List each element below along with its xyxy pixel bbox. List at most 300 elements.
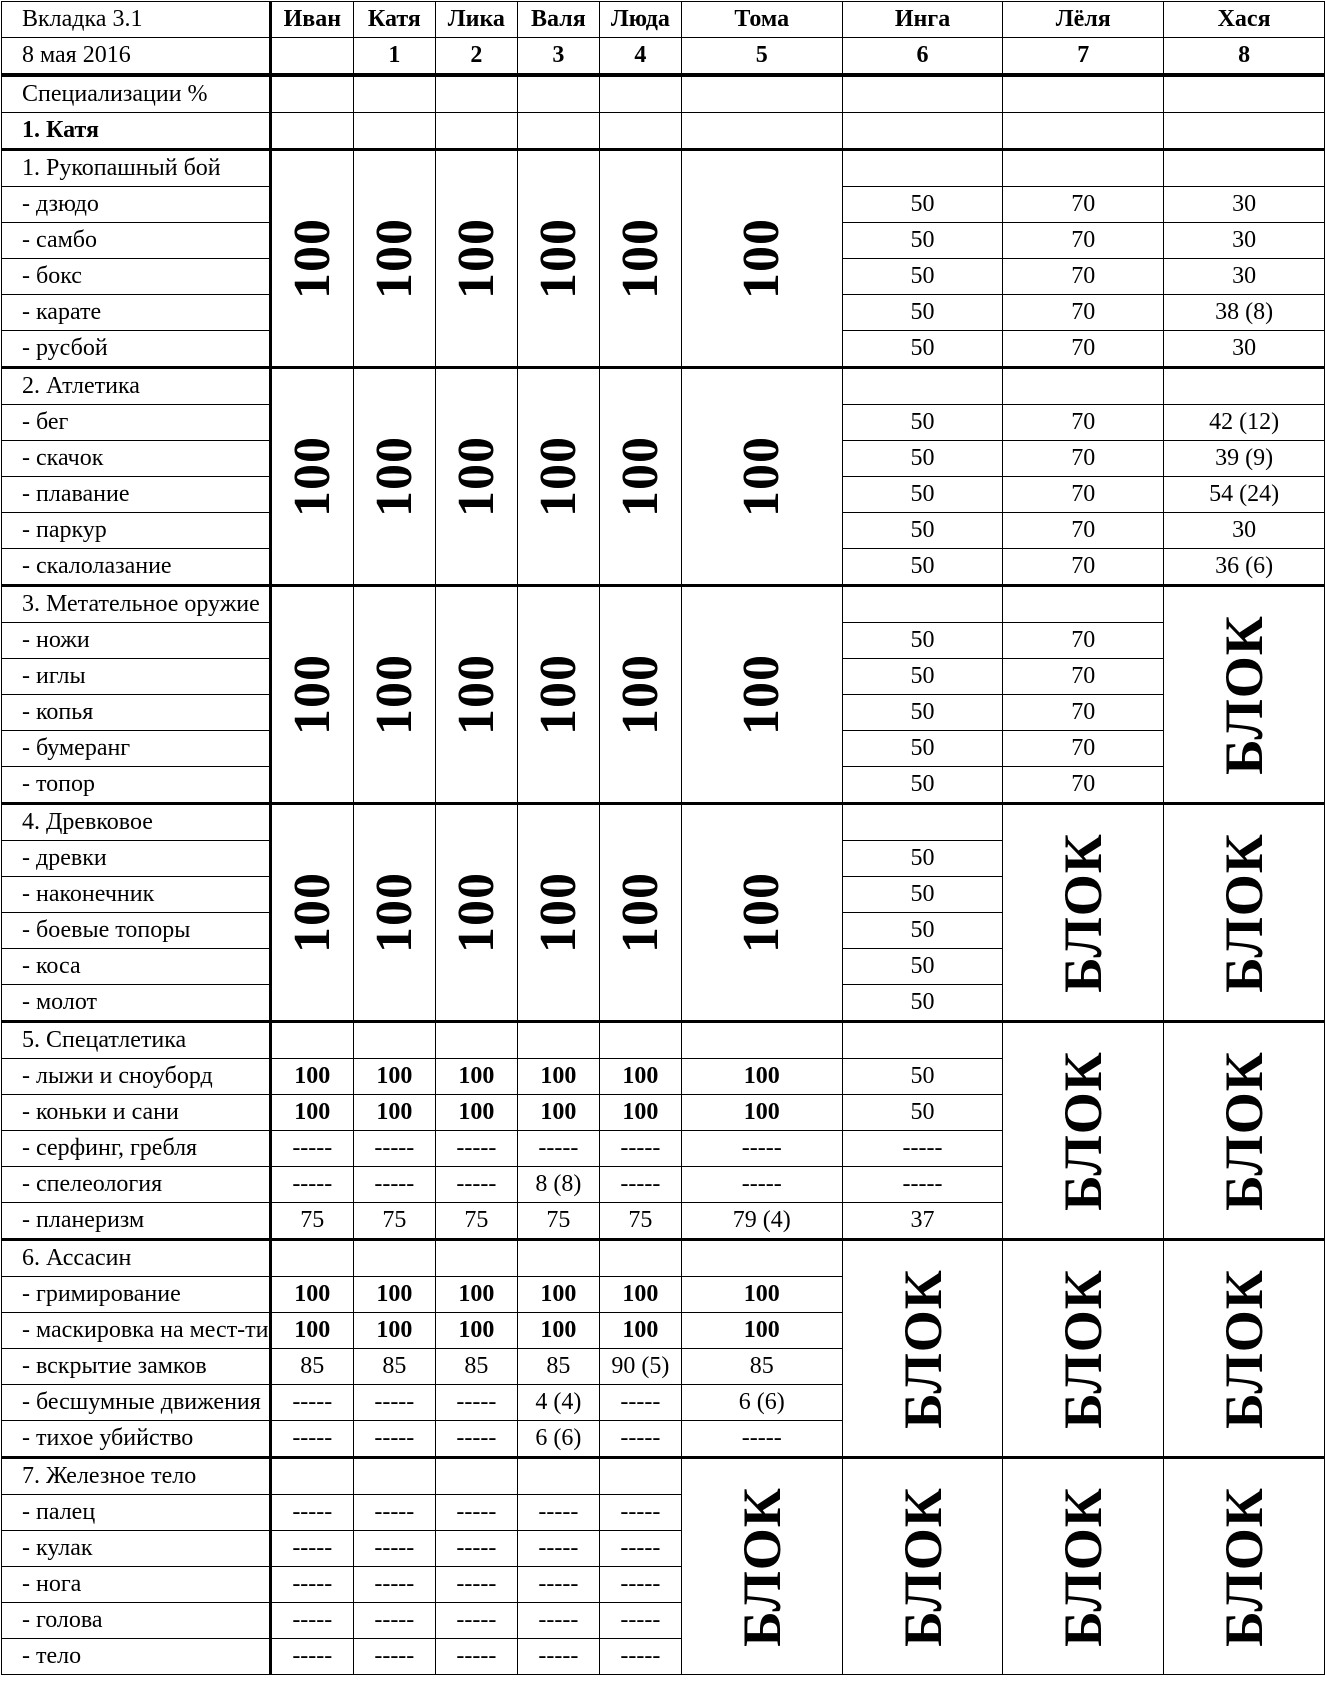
merged-100-cell: [435, 804, 517, 1022]
empty-cell: [842, 1022, 1003, 1059]
value-cell: -----: [599, 1421, 681, 1458]
group-header-row: [2, 150, 1325, 187]
block-label: БЛОК: [731, 1486, 792, 1647]
value-cell: 70: [1003, 623, 1164, 659]
merged-100-cell: [681, 804, 842, 1022]
block-label: БЛОК: [1214, 614, 1275, 775]
spec-label-row: [2, 75, 1325, 113]
value-cell: 50: [842, 513, 1003, 549]
value-cell: 100: [599, 1095, 681, 1131]
merged-100-label: 100: [365, 436, 423, 517]
merged-100-cell: [517, 368, 599, 586]
participant-number: 8: [1164, 38, 1325, 76]
merged-100-cell: [681, 150, 842, 368]
merged-100-label: 100: [529, 654, 587, 735]
item-label: - скачок: [2, 441, 271, 477]
block-label: БЛОК: [1214, 1268, 1275, 1429]
item-label: - плавание: [2, 477, 271, 513]
group-title: 5. Спецатлетика: [2, 1022, 271, 1059]
value-cell: -----: [353, 1567, 435, 1603]
item-label: - гримирование: [2, 1277, 271, 1313]
participant-name: Хася: [1164, 2, 1325, 38]
merged-100-label: 100: [283, 654, 341, 735]
value-cell: 70: [1003, 405, 1164, 441]
value-cell: 100: [353, 1095, 435, 1131]
empty-cell: [270, 1240, 353, 1277]
merged-100-label: 100: [611, 218, 669, 299]
empty-cell: [681, 1240, 842, 1277]
value-cell: 70: [1003, 259, 1164, 295]
value-cell: -----: [599, 1167, 681, 1203]
value-cell: -----: [599, 1639, 681, 1675]
empty-cell: [353, 1458, 435, 1495]
merged-100-label: 100: [611, 872, 669, 953]
value-cell: 36 (6): [1164, 549, 1325, 586]
merged-100-cell: [517, 804, 599, 1022]
merged-100-label: 100: [733, 218, 791, 299]
value-cell: 100: [681, 1313, 842, 1349]
value-cell: 100: [270, 1059, 353, 1095]
value-cell: -----: [435, 1567, 517, 1603]
value-cell: 100: [270, 1277, 353, 1313]
merged-100-label: 100: [733, 872, 791, 953]
value-cell: 30: [1164, 187, 1325, 223]
value-cell: 50: [842, 259, 1003, 295]
value-cell: -----: [270, 1603, 353, 1639]
group-title: 6. Ассасин: [2, 1240, 271, 1277]
empty-cell: [517, 1458, 599, 1495]
merged-100-cell: [517, 586, 599, 804]
group-header-row: [2, 804, 1325, 841]
block-cell: [1164, 1022, 1325, 1240]
merged-100-label: 100: [529, 436, 587, 517]
item-label: - паркур: [2, 513, 271, 549]
block-label: БЛОК: [1214, 1050, 1275, 1211]
value-cell: 30: [1164, 513, 1325, 549]
merged-100-label: 100: [611, 436, 669, 517]
value-cell: -----: [435, 1495, 517, 1531]
value-cell: 90 (5): [599, 1349, 681, 1385]
value-cell: -----: [353, 1131, 435, 1167]
merged-100-cell: [599, 586, 681, 804]
value-cell: 50: [842, 659, 1003, 695]
merged-100-label: 100: [283, 436, 341, 517]
value-cell: -----: [270, 1495, 353, 1531]
participant-number: 5: [681, 38, 842, 76]
empty-cell: [599, 1240, 681, 1277]
block-label: БЛОК: [1053, 832, 1114, 993]
value-cell: -----: [842, 1131, 1003, 1167]
value-cell: -----: [270, 1567, 353, 1603]
merged-100-label: 100: [733, 654, 791, 735]
block-cell: [1003, 804, 1164, 1022]
block-label: БЛОК: [892, 1486, 953, 1647]
empty-cell: [517, 1240, 599, 1277]
value-cell: 85: [353, 1349, 435, 1385]
value-cell: 70: [1003, 659, 1164, 695]
value-cell: 6 (6): [517, 1421, 599, 1458]
merged-100-cell: [681, 368, 842, 586]
merged-100-label: 100: [283, 218, 341, 299]
value-cell: -----: [599, 1531, 681, 1567]
item-label: - топор: [2, 767, 271, 804]
participant-name: Лика: [435, 2, 517, 38]
merged-100-cell: [353, 150, 435, 368]
value-cell: 50: [842, 549, 1003, 586]
value-cell: 75: [599, 1203, 681, 1240]
item-label: - копья: [2, 695, 271, 731]
empty-cell: [353, 1240, 435, 1277]
value-cell: 75: [353, 1203, 435, 1240]
empty-cell: [842, 368, 1003, 405]
empty-cell: [353, 1022, 435, 1059]
value-cell: -----: [435, 1421, 517, 1458]
value-cell: -----: [353, 1531, 435, 1567]
participant-number: 4: [599, 38, 681, 76]
item-label: - ножи: [2, 623, 271, 659]
value-cell: -----: [435, 1639, 517, 1675]
specializations-table: [1, 1, 1325, 1675]
tab-label: Вкладка 3.1: [2, 2, 271, 38]
value-cell: -----: [842, 1167, 1003, 1203]
value-cell: -----: [599, 1131, 681, 1167]
item-label: - коса: [2, 949, 271, 985]
block-cell: [842, 1458, 1003, 1675]
merged-100-cell: [517, 150, 599, 368]
value-cell: 100: [517, 1095, 599, 1131]
participant-number: [270, 38, 353, 76]
value-cell: 50: [842, 877, 1003, 913]
group-title: 4. Древковое: [2, 804, 271, 841]
value-cell: 8 (8): [517, 1167, 599, 1203]
empty-cell: [270, 1022, 353, 1059]
value-cell: -----: [270, 1385, 353, 1421]
value-cell: -----: [353, 1639, 435, 1675]
value-cell: 70: [1003, 477, 1164, 513]
section-title: 1. Катя: [2, 113, 271, 150]
empty-cell: [842, 804, 1003, 841]
item-label: - серфинг, гребля: [2, 1131, 271, 1167]
merged-100-label: 100: [447, 436, 505, 517]
value-cell: 50: [842, 767, 1003, 804]
participant-name: Инга: [842, 2, 1003, 38]
value-cell: -----: [270, 1167, 353, 1203]
merged-100-label: 100: [447, 218, 505, 299]
merged-100-cell: [270, 368, 353, 586]
item-label: - скалолазание: [2, 549, 271, 586]
value-cell: 38 (8): [1164, 295, 1325, 331]
value-cell: -----: [270, 1531, 353, 1567]
value-cell: 50: [842, 841, 1003, 877]
group-header-row: [2, 1240, 1325, 1277]
value-cell: 100: [270, 1095, 353, 1131]
value-cell: -----: [435, 1385, 517, 1421]
empty-cell: [842, 586, 1003, 623]
empty-cell: [435, 1458, 517, 1495]
value-cell: 70: [1003, 331, 1164, 368]
item-label: - древки: [2, 841, 271, 877]
block-label: БЛОК: [1214, 1486, 1275, 1647]
value-cell: -----: [435, 1531, 517, 1567]
merged-100-cell: [270, 804, 353, 1022]
block-cell: [1164, 804, 1325, 1022]
value-cell: 70: [1003, 223, 1164, 259]
group-header-row: [2, 586, 1325, 623]
value-cell: -----: [353, 1385, 435, 1421]
value-cell: 30: [1164, 223, 1325, 259]
item-label: - планеризм: [2, 1203, 271, 1240]
value-cell: -----: [599, 1567, 681, 1603]
item-label: - нога: [2, 1567, 271, 1603]
empty-cell: [842, 150, 1003, 187]
empty-cell: [1003, 586, 1164, 623]
item-label: - русбой: [2, 331, 271, 368]
group-title: 2. Атлетика: [2, 368, 271, 405]
merged-100-cell: [599, 368, 681, 586]
value-cell: 100: [435, 1313, 517, 1349]
group-header-row: [2, 368, 1325, 405]
item-label: - бокс: [2, 259, 271, 295]
participant-name: Катя: [353, 2, 435, 38]
item-label: - лыжи и сноуборд: [2, 1059, 271, 1095]
value-cell: 50: [842, 441, 1003, 477]
value-cell: 39 (9): [1164, 441, 1325, 477]
header-row-names: [2, 2, 1325, 38]
value-cell: 100: [517, 1277, 599, 1313]
spec-label: Специализации %: [2, 75, 271, 113]
participant-name: Иван: [270, 2, 353, 38]
value-cell: 79 (4): [681, 1203, 842, 1240]
value-cell: -----: [270, 1131, 353, 1167]
value-cell: 85: [681, 1349, 842, 1385]
participant-number: 7: [1003, 38, 1164, 76]
value-cell: 50: [842, 985, 1003, 1022]
merged-100-cell: [435, 150, 517, 368]
block-cell: [1003, 1240, 1164, 1458]
item-label: - боевые топоры: [2, 913, 271, 949]
participant-name: Тома: [681, 2, 842, 38]
merged-100-label: 100: [529, 872, 587, 953]
value-cell: 42 (12): [1164, 405, 1325, 441]
block-label: БЛОК: [1053, 1268, 1114, 1429]
merged-100-label: 100: [365, 218, 423, 299]
value-cell: 75: [435, 1203, 517, 1240]
value-cell: 6 (6): [681, 1385, 842, 1421]
value-cell: -----: [435, 1167, 517, 1203]
empty-cell: [599, 1022, 681, 1059]
merged-100-cell: [599, 150, 681, 368]
item-label: - голова: [2, 1603, 271, 1639]
value-cell: 70: [1003, 513, 1164, 549]
value-cell: 100: [435, 1277, 517, 1313]
value-cell: 100: [270, 1313, 353, 1349]
participant-name: Лёля: [1003, 2, 1164, 38]
value-cell: 70: [1003, 767, 1164, 804]
block-cell: [1164, 1458, 1325, 1675]
item-label: - маскировка на мест-ти: [2, 1313, 271, 1349]
merged-100-label: 100: [283, 872, 341, 953]
value-cell: 37: [842, 1203, 1003, 1240]
value-cell: -----: [599, 1385, 681, 1421]
value-cell: 70: [1003, 549, 1164, 586]
section-title-row: [2, 113, 1325, 150]
group-header-row: [2, 1458, 1325, 1495]
value-cell: 50: [842, 223, 1003, 259]
value-cell: -----: [681, 1421, 842, 1458]
item-label: - кулак: [2, 1531, 271, 1567]
value-cell: 100: [681, 1095, 842, 1131]
item-label: - дзюдо: [2, 187, 271, 223]
value-cell: 100: [599, 1313, 681, 1349]
value-cell: 30: [1164, 331, 1325, 368]
value-cell: -----: [353, 1603, 435, 1639]
value-cell: 50: [842, 331, 1003, 368]
value-cell: -----: [599, 1495, 681, 1531]
block-cell: [842, 1240, 1003, 1458]
empty-cell: [681, 1022, 842, 1059]
merged-100-cell: [353, 368, 435, 586]
value-cell: 100: [517, 1059, 599, 1095]
item-label: - спелеология: [2, 1167, 271, 1203]
merged-100-label: 100: [733, 436, 791, 517]
value-cell: 75: [517, 1203, 599, 1240]
value-cell: 70: [1003, 441, 1164, 477]
value-cell: 100: [435, 1059, 517, 1095]
value-cell: 30: [1164, 259, 1325, 295]
value-cell: -----: [517, 1639, 599, 1675]
value-cell: 70: [1003, 187, 1164, 223]
value-cell: 50: [842, 295, 1003, 331]
empty-cell: [599, 1458, 681, 1495]
participant-name: Валя: [517, 2, 599, 38]
empty-cell: [435, 1022, 517, 1059]
item-label: - тихое убийство: [2, 1421, 271, 1458]
value-cell: -----: [435, 1131, 517, 1167]
group-title: 3. Метательное оружие: [2, 586, 271, 623]
value-cell: -----: [353, 1167, 435, 1203]
value-cell: 100: [353, 1059, 435, 1095]
participant-number: 6: [842, 38, 1003, 76]
empty-cell: [1164, 150, 1325, 187]
value-cell: 75: [270, 1203, 353, 1240]
block-cell: [1003, 1022, 1164, 1240]
empty-cell: [270, 1458, 353, 1495]
value-cell: -----: [353, 1495, 435, 1531]
value-cell: 50: [842, 1059, 1003, 1095]
value-cell: -----: [517, 1567, 599, 1603]
item-label: - иглы: [2, 659, 271, 695]
participant-number: 2: [435, 38, 517, 76]
value-cell: 100: [353, 1313, 435, 1349]
empty-cell: [1164, 368, 1325, 405]
value-cell: -----: [270, 1639, 353, 1675]
merged-100-label: 100: [529, 218, 587, 299]
block-label: БЛОК: [892, 1268, 953, 1429]
value-cell: 70: [1003, 695, 1164, 731]
value-cell: -----: [517, 1531, 599, 1567]
group-header-row: [2, 1022, 1325, 1059]
item-label: - бег: [2, 405, 271, 441]
value-cell: -----: [517, 1495, 599, 1531]
merged-100-cell: [599, 804, 681, 1022]
merged-100-cell: [435, 368, 517, 586]
merged-100-label: 100: [365, 654, 423, 735]
value-cell: 100: [353, 1277, 435, 1313]
merged-100-cell: [270, 150, 353, 368]
item-label: - наконечник: [2, 877, 271, 913]
block-cell: [1164, 586, 1325, 804]
item-label: - палец: [2, 1495, 271, 1531]
group-title: 7. Железное тело: [2, 1458, 271, 1495]
value-cell: 70: [1003, 731, 1164, 767]
value-cell: 100: [681, 1059, 842, 1095]
value-cell: 50: [842, 477, 1003, 513]
value-cell: -----: [517, 1131, 599, 1167]
participant-name: Люда: [599, 2, 681, 38]
group-title: 1. Рукопашный бой: [2, 150, 271, 187]
item-label: - самбо: [2, 223, 271, 259]
value-cell: -----: [599, 1603, 681, 1639]
value-cell: 50: [842, 695, 1003, 731]
value-cell: 50: [842, 1095, 1003, 1131]
value-cell: -----: [681, 1131, 842, 1167]
value-cell: 100: [681, 1277, 842, 1313]
merged-100-cell: [353, 586, 435, 804]
value-cell: 100: [599, 1059, 681, 1095]
value-cell: 50: [842, 913, 1003, 949]
empty-cell: [517, 1022, 599, 1059]
block-label: БЛОК: [1214, 832, 1275, 993]
value-cell: 50: [842, 949, 1003, 985]
value-cell: 50: [842, 187, 1003, 223]
value-cell: 100: [599, 1277, 681, 1313]
merged-100-cell: [270, 586, 353, 804]
item-label: - бумеранг: [2, 731, 271, 767]
value-cell: 85: [435, 1349, 517, 1385]
merged-100-cell: [353, 804, 435, 1022]
value-cell: 50: [842, 405, 1003, 441]
block-cell: [681, 1458, 842, 1675]
value-cell: 85: [270, 1349, 353, 1385]
item-label: - вскрытие замков: [2, 1349, 271, 1385]
participant-number: 1: [353, 38, 435, 76]
item-label: - карате: [2, 295, 271, 331]
value-cell: 50: [842, 731, 1003, 767]
block-label: БЛОК: [1053, 1050, 1114, 1211]
value-cell: -----: [517, 1603, 599, 1639]
value-cell: 70: [1003, 295, 1164, 331]
value-cell: -----: [435, 1603, 517, 1639]
participant-number: 3: [517, 38, 599, 76]
value-cell: -----: [353, 1421, 435, 1458]
item-label: - молот: [2, 985, 271, 1022]
value-cell: 50: [842, 623, 1003, 659]
merged-100-label: 100: [447, 872, 505, 953]
value-cell: 100: [435, 1095, 517, 1131]
value-cell: 54 (24): [1164, 477, 1325, 513]
value-cell: 4 (4): [517, 1385, 599, 1421]
value-cell: -----: [681, 1167, 842, 1203]
item-label: - коньки и сани: [2, 1095, 271, 1131]
value-cell: 85: [517, 1349, 599, 1385]
block-cell: [1003, 1458, 1164, 1675]
block-cell: [1164, 1240, 1325, 1458]
value-cell: 100: [517, 1313, 599, 1349]
value-cell: -----: [270, 1421, 353, 1458]
header-row-numbers: [2, 38, 1325, 76]
empty-cell: [1003, 150, 1164, 187]
merged-100-label: 100: [365, 872, 423, 953]
